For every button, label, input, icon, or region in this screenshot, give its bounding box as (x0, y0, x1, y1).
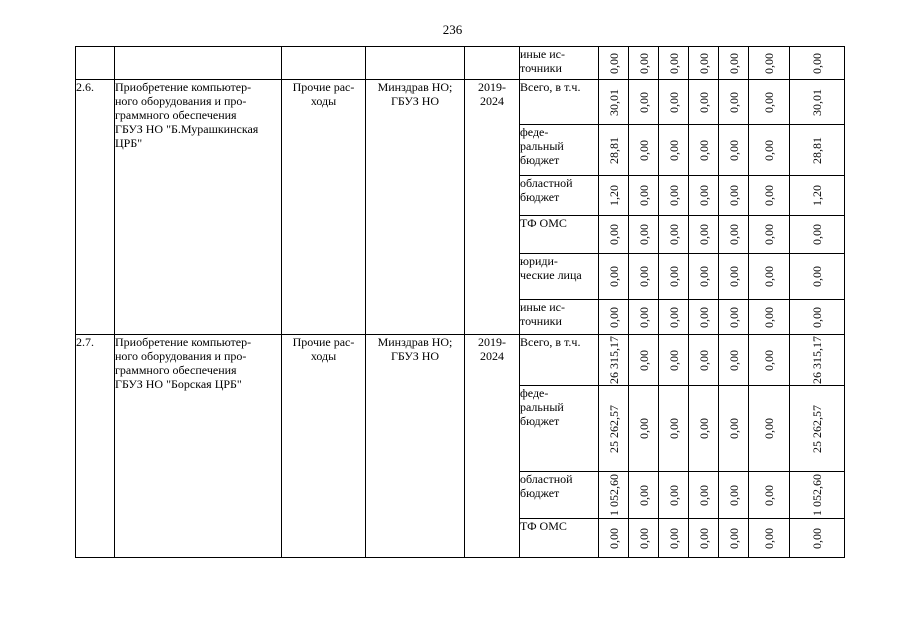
value-text: 0,00 (606, 306, 621, 328)
value-text: 0,00 (636, 418, 651, 439)
page-number: 236 (442, 22, 463, 37)
value-cell (599, 472, 629, 519)
value-cell (689, 300, 719, 335)
expense-type: Прочие рас- ходы (282, 335, 366, 558)
value-cell (629, 47, 659, 80)
value-text: 28,81 (810, 136, 824, 164)
source-cell: Всего, в т.ч. (520, 80, 599, 125)
value-cell (599, 47, 629, 80)
value-text: 0,00 (696, 266, 711, 287)
value-cell (659, 47, 689, 80)
value-cell (689, 519, 719, 558)
value-cell (719, 335, 749, 386)
value-cell (790, 386, 845, 472)
value-cell (719, 386, 749, 472)
value-text: 0,00 (666, 185, 681, 206)
value-text: 0,00 (696, 185, 711, 206)
source-cell: ТФ ОМС (520, 519, 599, 558)
value-text: 0,00 (666, 349, 681, 371)
value-text: 26 315,17 (606, 336, 621, 384)
value-cell (749, 472, 790, 519)
value-cell (659, 519, 689, 558)
value-text: 0,00 (696, 139, 711, 161)
value-text: 0,00 (762, 418, 776, 439)
value-cell (749, 335, 790, 386)
value-text: 0,00 (696, 91, 711, 113)
source-cell: иные ис- точники (520, 300, 599, 335)
value-text: 0,00 (666, 91, 681, 113)
value-cell (719, 300, 749, 335)
source-cell: ТФ ОМС (520, 216, 599, 254)
value-cell (629, 386, 659, 472)
value-cell (790, 472, 845, 519)
value-text: 1,20 (606, 185, 621, 206)
value-text: 0,00 (726, 52, 741, 74)
value-text: 0,00 (666, 306, 681, 328)
value-text: 0,00 (726, 139, 741, 161)
value-text: 0,00 (666, 418, 681, 439)
value-text: 0,00 (696, 306, 711, 328)
value-text: 0,00 (636, 52, 651, 74)
source-cell: иные ис- точники (520, 47, 599, 80)
value-cell (719, 472, 749, 519)
value-text: 0,00 (726, 185, 741, 206)
value-cell (629, 335, 659, 386)
value-text: 0,00 (606, 527, 621, 549)
value-cell (749, 125, 790, 176)
value-text: 0,00 (810, 527, 824, 549)
value-text: 0,00 (726, 418, 741, 439)
value-text: 0,00 (762, 349, 776, 371)
value-cell (749, 254, 790, 300)
value-text: 0,00 (810, 306, 824, 328)
period: 2019- 2024 (465, 80, 520, 335)
value-text: 0,00 (762, 91, 776, 113)
value-text: 0,00 (762, 484, 776, 506)
value-cell (599, 125, 629, 176)
value-text: 0,00 (666, 224, 681, 245)
value-text: 0,00 (726, 91, 741, 113)
value-text: 25 262,57 (810, 404, 824, 453)
value-text: 25 262,57 (606, 404, 621, 453)
value-cell (790, 125, 845, 176)
value-cell (629, 80, 659, 125)
value-text: 0,00 (696, 484, 711, 506)
value-cell (659, 125, 689, 176)
value-text: 0,00 (726, 527, 741, 549)
table-row (76, 335, 845, 386)
value-cell (719, 47, 749, 80)
value-cell (689, 216, 719, 254)
value-text: 0,00 (810, 266, 824, 287)
value-cell (629, 300, 659, 335)
value-cell (790, 216, 845, 254)
value-text: 0,00 (666, 527, 681, 549)
value-text: 0,00 (696, 527, 711, 549)
value-text: 0,00 (636, 224, 651, 245)
value-cell (749, 216, 790, 254)
program-table (75, 46, 845, 558)
table-row (76, 47, 845, 80)
empty-cell (115, 47, 282, 80)
value-text: 1,20 (810, 185, 824, 206)
value-cell (629, 125, 659, 176)
value-cell (659, 335, 689, 386)
value-text: 0,00 (696, 52, 711, 74)
value-cell (689, 386, 719, 472)
value-text: 0,00 (726, 224, 741, 245)
value-cell (689, 125, 719, 176)
value-cell (689, 47, 719, 80)
value-cell (659, 300, 689, 335)
value-cell (749, 176, 790, 216)
value-text: 0,00 (810, 224, 824, 245)
value-cell (790, 335, 845, 386)
value-cell (790, 300, 845, 335)
value-text: 0,00 (636, 185, 651, 206)
value-text: 1 052,60 (606, 474, 621, 516)
value-cell (629, 472, 659, 519)
value-text: 0,00 (666, 484, 681, 506)
value-text: 0,00 (810, 52, 824, 74)
source-cell: областной бюджет (520, 472, 599, 519)
value-cell (689, 472, 719, 519)
value-text: 0,00 (762, 266, 776, 287)
value-cell (689, 254, 719, 300)
value-cell (749, 300, 790, 335)
value-text: 0,00 (606, 52, 621, 74)
empty-cell (366, 47, 465, 80)
value-text: 0,00 (762, 224, 776, 245)
executor: Минздрав НО; ГБУЗ НО (366, 80, 465, 335)
value-cell (599, 176, 629, 216)
value-text: 0,00 (636, 349, 651, 371)
value-text: 0,00 (762, 185, 776, 206)
value-text: 0,00 (726, 484, 741, 506)
value-text: 30,01 (810, 88, 824, 116)
value-cell (790, 254, 845, 300)
value-text: 0,00 (726, 306, 741, 328)
value-text: 0,00 (762, 306, 776, 328)
item-number: 2.7. (76, 335, 115, 558)
value-text: 0,00 (606, 266, 621, 287)
value-cell (599, 519, 629, 558)
value-cell (719, 125, 749, 176)
value-text: 1 052,60 (810, 474, 824, 516)
value-text: 0,00 (666, 52, 681, 74)
value-cell (599, 335, 629, 386)
value-cell (790, 80, 845, 125)
value-cell (719, 519, 749, 558)
source-cell: феде- ральный бюджет (520, 386, 599, 472)
value-text: 0,00 (606, 224, 621, 245)
value-cell (629, 519, 659, 558)
value-cell (629, 254, 659, 300)
value-cell (659, 386, 689, 472)
value-cell (719, 254, 749, 300)
value-text: 0,00 (636, 139, 651, 161)
item-name: Приобретение компьютер- ного оборудования и про- граммного обеспечения ГБУЗ НО "Б.Мурашкинская ЦРБ" (115, 80, 282, 335)
value-cell (790, 176, 845, 216)
value-text: 0,00 (636, 527, 651, 549)
value-cell (629, 216, 659, 254)
value-text: 30,01 (606, 88, 621, 116)
value-cell (599, 254, 629, 300)
item-name: Приобретение компьютер- ного оборудования и про- граммного обеспечения ГБУЗ НО "Борская ЦРБ" (115, 335, 282, 558)
value-cell (599, 386, 629, 472)
value-text: 0,00 (762, 52, 776, 74)
value-cell (689, 80, 719, 125)
value-cell (790, 47, 845, 80)
value-text: 0,00 (636, 266, 651, 287)
expense-type: Прочие рас- ходы (282, 80, 366, 335)
value-cell (719, 80, 749, 125)
value-text: 0,00 (726, 266, 741, 287)
source-cell: областной бюджет (520, 176, 599, 216)
executor: Минздрав НО; ГБУЗ НО (366, 335, 465, 558)
source-cell: юриди- ческие лица (520, 254, 599, 300)
value-cell (629, 176, 659, 216)
value-cell (749, 386, 790, 472)
value-text: 26 315,17 (810, 336, 824, 384)
value-cell (599, 216, 629, 254)
value-cell (659, 472, 689, 519)
value-text: 0,00 (726, 349, 741, 371)
value-text: 0,00 (636, 91, 651, 113)
value-text: 0,00 (636, 306, 651, 328)
value-cell (749, 80, 790, 125)
value-text: 0,00 (666, 139, 681, 161)
value-cell (719, 176, 749, 216)
empty-cell (282, 47, 366, 80)
value-text: 0,00 (696, 418, 711, 439)
table-row (76, 80, 845, 125)
value-text: 0,00 (636, 484, 651, 506)
value-cell (749, 47, 790, 80)
value-text: 28,81 (606, 136, 621, 164)
value-text: 0,00 (696, 349, 711, 371)
value-cell (689, 335, 719, 386)
period: 2019- 2024 (465, 335, 520, 558)
value-cell (689, 176, 719, 216)
value-cell (599, 300, 629, 335)
empty-cell (465, 47, 520, 80)
value-cell (719, 216, 749, 254)
value-cell (659, 216, 689, 254)
source-cell: феде- ральный бюджет (520, 125, 599, 176)
value-text: 0,00 (762, 527, 776, 549)
value-cell (659, 254, 689, 300)
item-number: 2.6. (76, 80, 115, 335)
source-cell: Всего, в т.ч. (520, 335, 599, 386)
value-cell (659, 176, 689, 216)
value-cell (790, 519, 845, 558)
value-text: 0,00 (696, 224, 711, 245)
value-cell (599, 80, 629, 125)
value-text: 0,00 (666, 266, 681, 287)
value-cell (749, 519, 790, 558)
empty-cell (76, 47, 115, 80)
value-text: 0,00 (762, 139, 776, 161)
value-cell (659, 80, 689, 125)
